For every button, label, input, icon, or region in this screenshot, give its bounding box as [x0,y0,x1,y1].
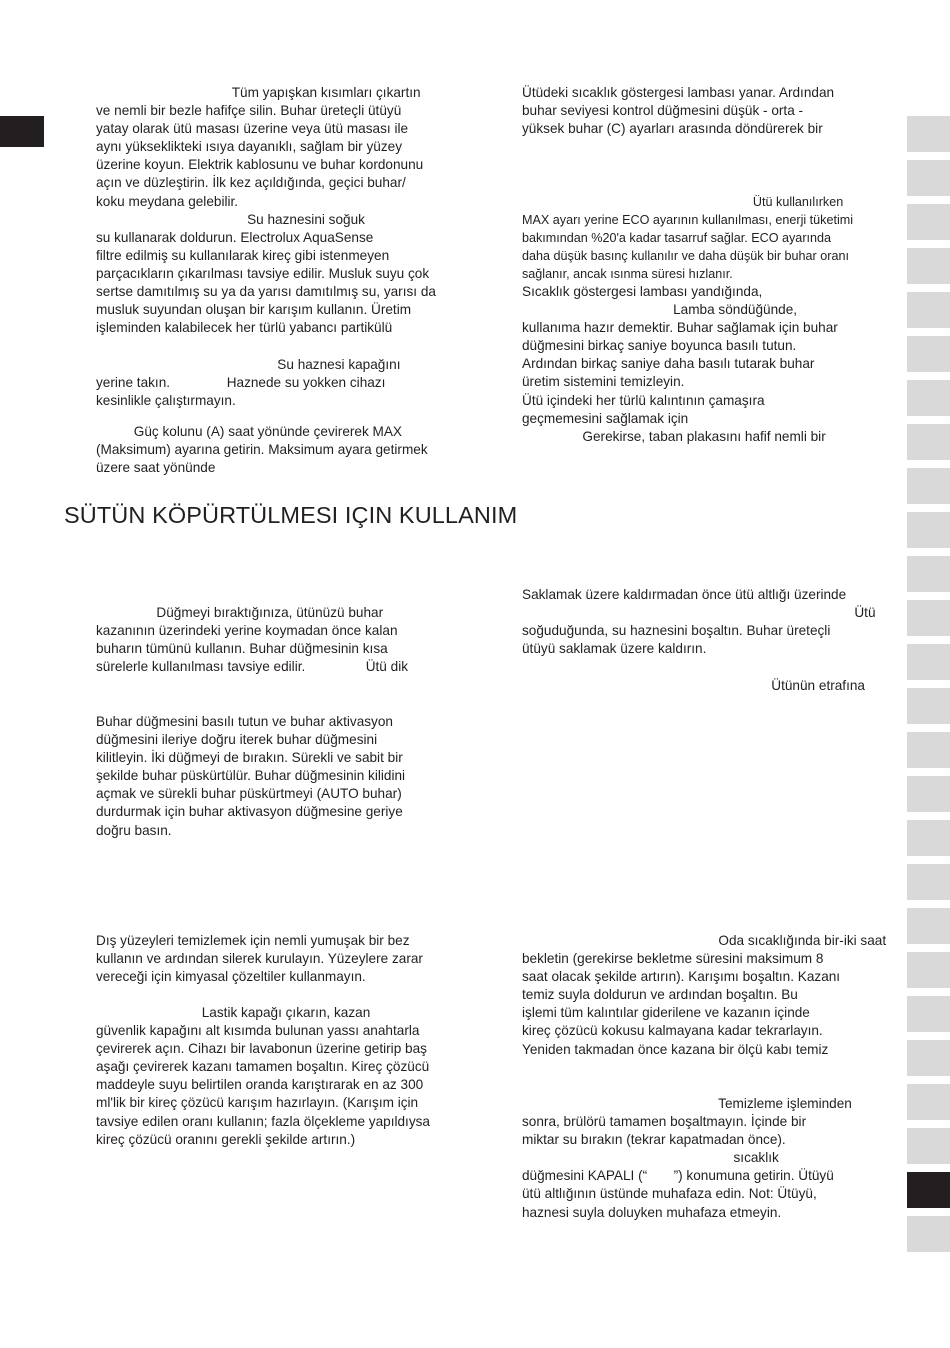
language-tab [907,1172,950,1208]
language-tab [907,1084,950,1120]
language-tab [907,292,950,328]
language-tab [907,1128,950,1164]
language-tab [907,644,950,680]
side-language-tabs [907,116,950,1260]
language-tab [907,248,950,284]
language-tab [907,732,950,768]
ready-to-use-text: Sıcaklık göstergesi lambası yandığında, Lamba söndüğünde, kullanıma hazır demektir. Buhar sağlamak için buhar düğmesini birkaç saniye boyunca basılı tutun. Ardından birkaç saniye daha basılı tutarak buhar üretim sistemini temizleyin. Ütü içindeki her türlü kalıntının çamaşıra geçmemesini sağlamak için Gerekirse, taban plakasını hafif nemli bir [522,284,838,444]
water-tank-text: Su haznesi kapağını yerine takın. Haznede su yokken cihazı kesinlikle çalıştırmayın. [96,357,401,409]
language-tab [907,1040,950,1076]
language-tab [907,996,950,1032]
storage-text: Saklamak üzere kaldırmadan önce ütü altlığı üzerinde Ütü soğuduğunda, su haznesini boşaltın. Buhar üreteçli ütüyü saklamak üzere kaldırın. [522,587,876,657]
descaling-text: Lastik kapağı çıkarın, kazan güvenlik kapağını alt kısımda bulunan yassı anahtarla çevirerek açın. Cihazı bir lavabonun üzerine getirip baş aşağı çevirerek kazanı tamamen boşaltın. Kireç çözücü maddeyle suyu belirtilen oranda karıştırarak en az 300 ml'lik bir kireç çözücü karışım hazırlayın. (Karışım için tavsiye edilen oranı kullanın; fazla ölçekleme yapıldıysa kireç çözücü oranını gerekli şekilde artırın.) [96,1005,430,1147]
language-tab [907,688,950,724]
language-tab [907,556,950,592]
language-tab [907,468,950,504]
cord-wrap-text: Ütünün etrafına [522,678,865,693]
language-tab [907,116,950,152]
language-tab [907,336,950,372]
language-tab [907,600,950,636]
language-tab [907,424,950,460]
language-tab-marker [0,116,44,147]
setup-text: Tüm yapışkan kısımları çıkartın ve nemli bir bezle hafifçe silin. Buhar üreteçli ütüyü yatay olarak ütü masası üzerine veya ütü masası ile aynı yükseklikteki ısıya dayanıklı, sağlam bir yüzey üzerine koyun. Elektrik kablosunu ve buhar kordonunu açın ve düzleştirin. İlk kez açıldığında, geçici buhar/ koku meydana gelebilir. Su haznesini soğuk su kullanarak doldurun. Electrolux AquaSense filtre edilmiş su kullanılarak kireç gibi istenmeyen parçacıkların çıkarılması tavsiye edilir. Musluk suyu çok sertse damıtılmış su ya da yarısı damıtılmış su, yarısı da musluk suyundan oluşan bir karışım kullanın. Üretim işleminden kalabilecek her türlü yabancı partikülü [96,85,436,336]
language-tab [907,380,950,416]
section-heading: SÜTÜN KÖPÜRTÜLMESI IÇIN KULLANIM [64,502,518,528]
language-tab [907,908,950,944]
temperature-light-text: Ütüdeki sıcaklık göstergesi lambası yanar. Ardından buhar seviyesi kontrol düğmesini düşük - orta - yüksek buhar (C) ayarları arasında döndürerek bir [522,85,835,137]
cleaning-text: Dış yüzeyleri temizlemek için nemli yumuşak bir bez kullanın ve ardından silerek kurulayın. Yüzeylere zarar vereceği için kimyasal çözeltiler kullanmayın. [96,933,423,985]
language-tab [907,204,950,240]
after-cleaning-text: Temizleme işleminden sonra, brülörü tamamen boşaltmayın. İçinde bir miktar su bırakın (tekrar kapatmadan önce). sıcaklık düğmesini KAPALI (“ ”) konumuna getirin. Ütüyü ütü altlığının üstünde muhafaza edin. Not: Ütüyü, haznesi suyla doluyken muhafaza etmeyin. [522,1096,852,1220]
steam-button-text: Düğmeyi bıraktığınıza, ütünüzü buhar kazanının üzerindeki yerine koymadan önce kalan buharın tümünü kullanın. Buhar düğmesinin kısa sürelerle kullanılması tavsiye edilir. Ütü dik [96,605,409,675]
language-tab [907,864,950,900]
language-tab [907,1216,950,1252]
auto-steam-text: Buhar düğmesini basılı tutun ve buhar aktivasyon düğmesini ileriye doğru iterek buhar düğmesini kilitleyin. İki düğmeyi de bırakın. Sürekli ve sabit bir şekilde buhar püskürtülür. Buhar düğmesinin kilidini açmak ve sürekli buhar püskürtmeyi (AUTO buhar) durdurmak için buhar aktivasyon düğmesine geriye doğru basın. [96,714,406,838]
language-tab [907,160,950,196]
language-tab [907,952,950,988]
descaling-wait-text: Oda sıcaklığında bir-iki saat bekletin (gerekirse bekletme süresini maksimum 8 saat olacak şekilde artırın). Karışımı boşaltın. Kazanı temiz suyla doldurun ve ardından boşaltın. Bu işlemi tüm kalıntılar giderilene ve kazanın içinde kireç çözücü kokusu kalmayana kadar tekrarlayın. Yeniden takmadan önce kazana bir ölçü kabı temiz [522,933,887,1057]
power-knob-text: Güç kolunu (A) saat yönünde çevirerek MAX (Maksimum) ayarına getirin. Maksimum ayara getirmek üzere saat yönünde [96,424,428,476]
language-tab [907,820,950,856]
language-tab [907,776,950,812]
language-tab [907,512,950,548]
eco-mode-text: Ütü kullanılırken MAX ayarı yerine ECO ayarının kullanılması, enerji tüketimi bakımından %20'a kadar tasarruf sağlar. ECO ayarında daha düşük basınç kullanılır ve daha düşük bir buhar oranı sağlanır, ancak ısınma süresi hızlanır. [522,195,854,282]
